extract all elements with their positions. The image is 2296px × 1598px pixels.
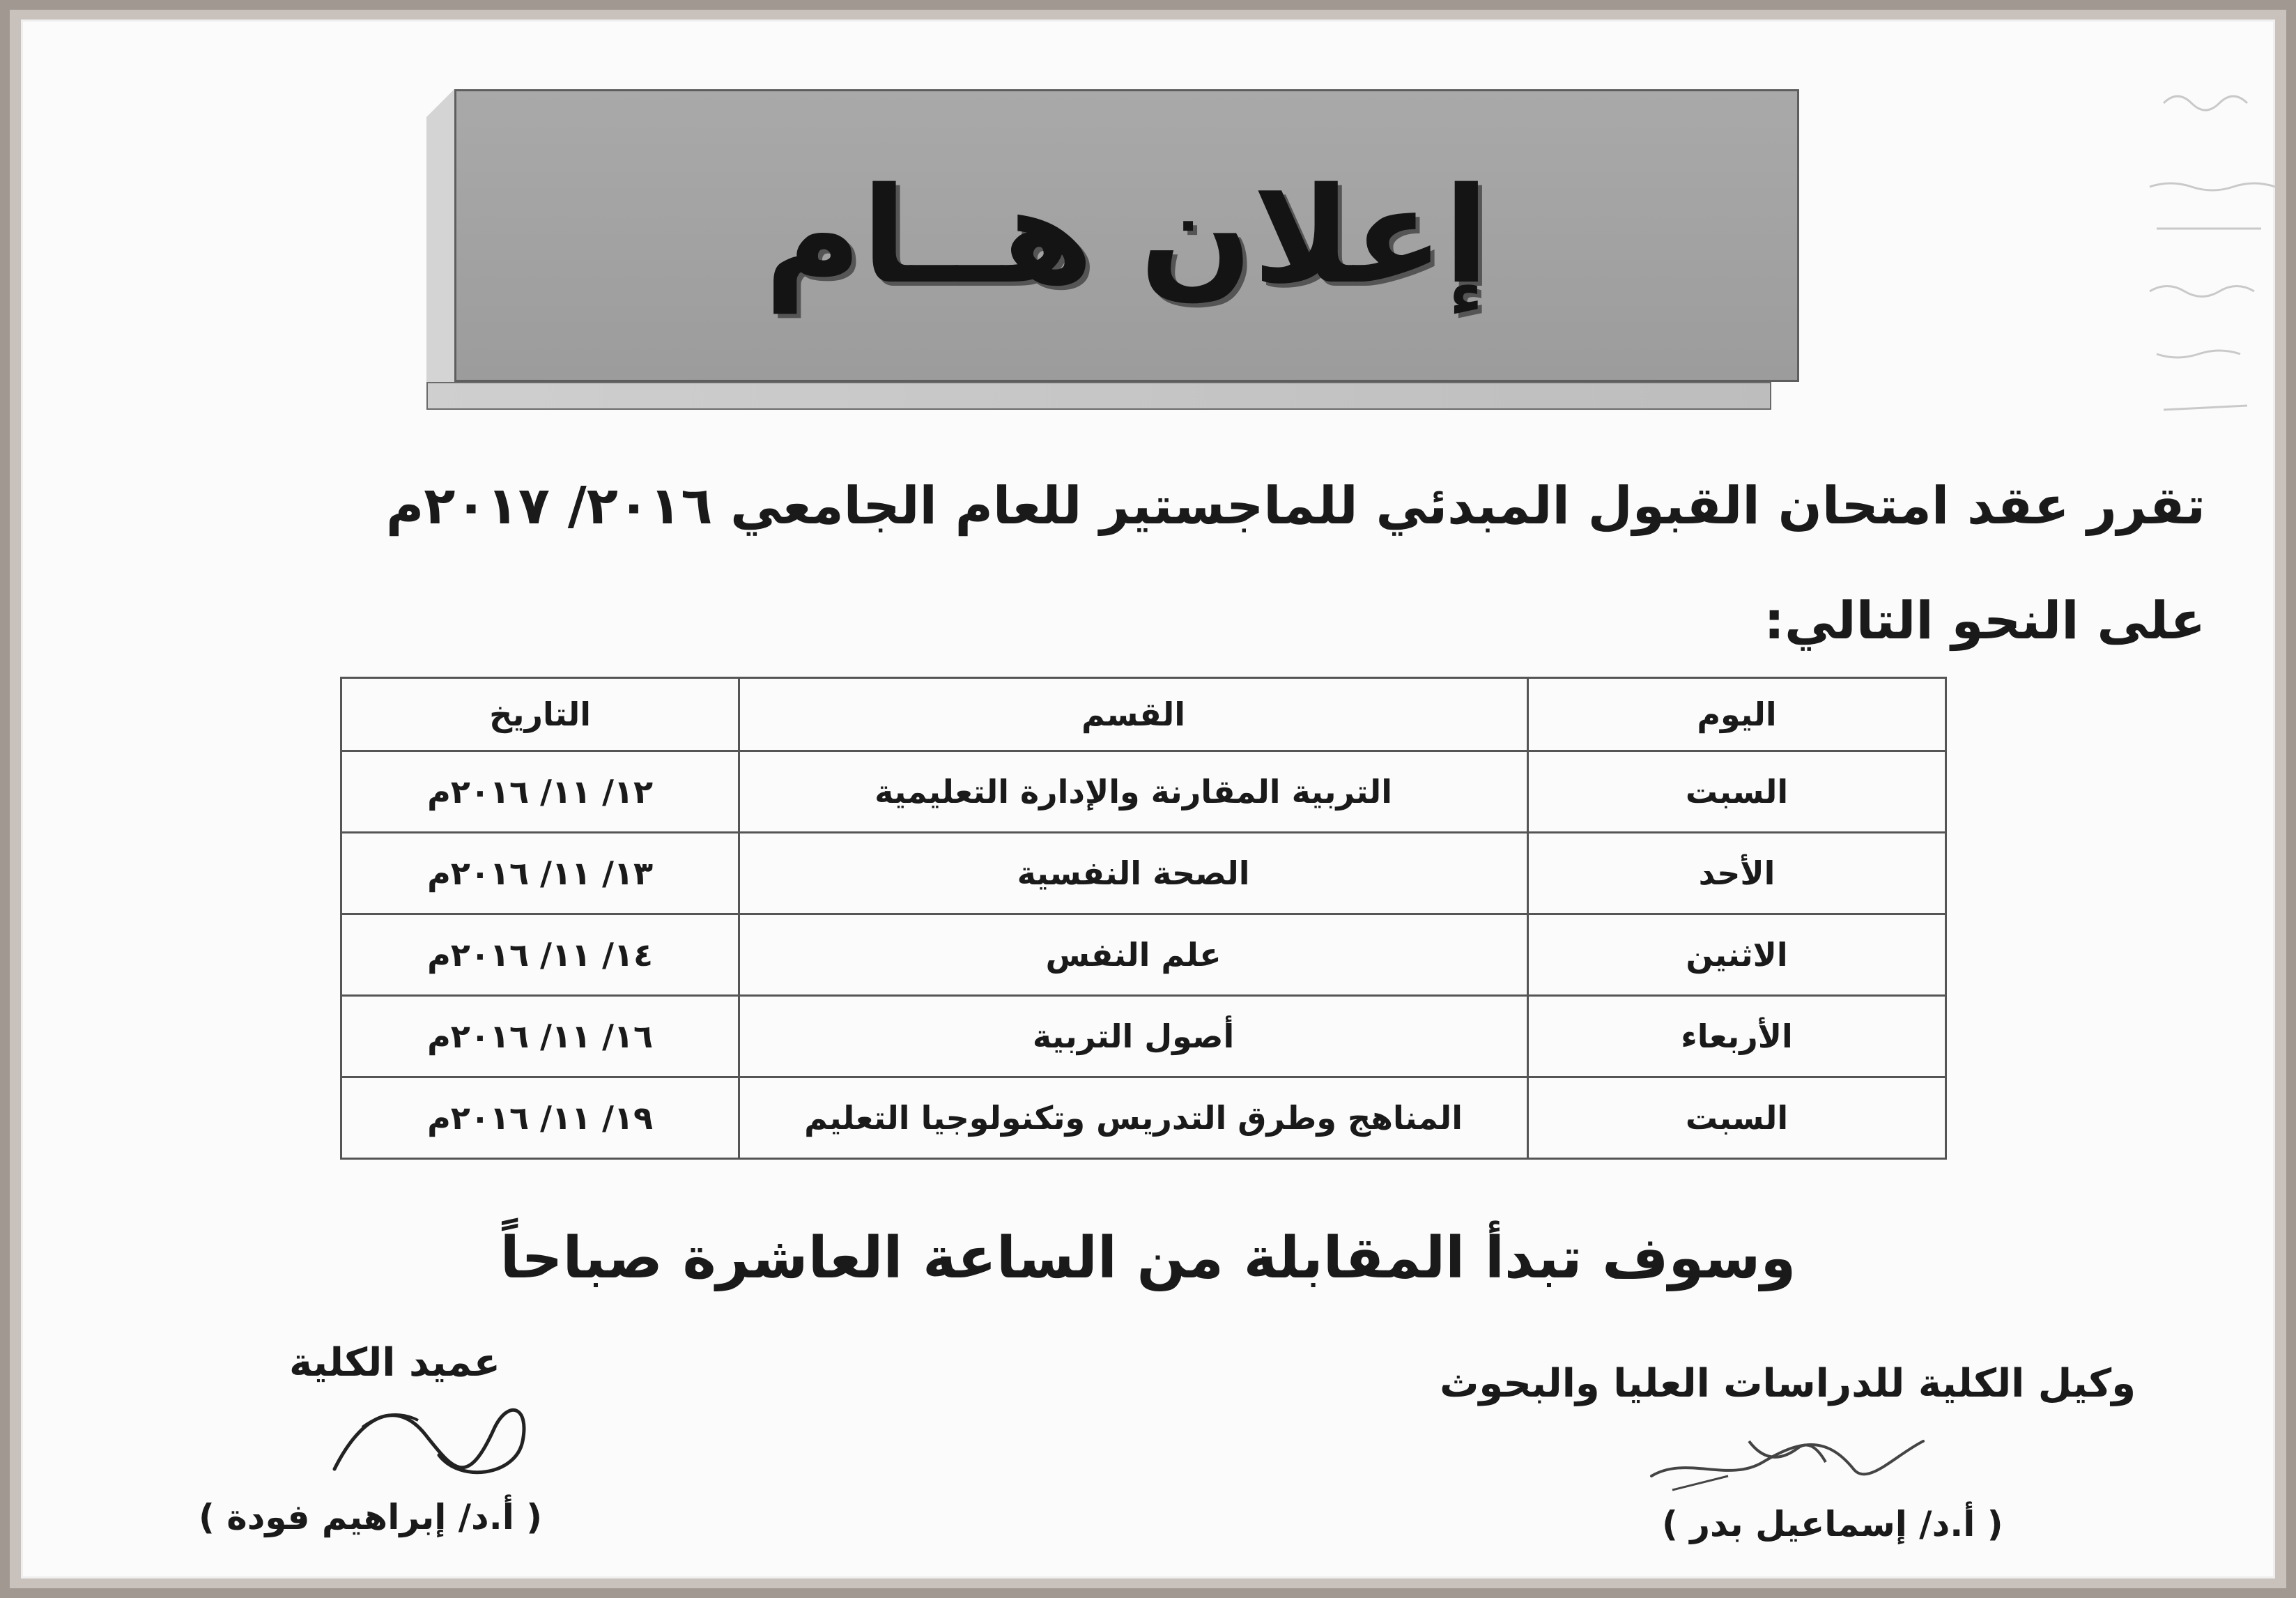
table-row bbox=[341, 833, 1946, 914]
announcement-banner bbox=[426, 89, 1799, 410]
cell-date: ١٢/ ١١/ ٢٠١٦م bbox=[341, 751, 739, 833]
banner-title: إعلان هــام bbox=[764, 158, 1489, 313]
cell-department: الصحة النفسية bbox=[739, 833, 1528, 914]
table-row bbox=[341, 914, 1946, 996]
table-row bbox=[341, 751, 1946, 833]
intro-line: تقرر عقد امتحان القبول المبدئي للماجستير للعام الجامعي ٢٠١٦/ ٢٠١٧م bbox=[386, 476, 2205, 536]
cell-day: الأحد bbox=[1528, 833, 1946, 914]
cell-department: التربية المقارنة والإدارة التعليمية bbox=[739, 751, 1528, 833]
cell-day: السبت bbox=[1528, 1077, 1946, 1159]
schedule-table bbox=[340, 677, 1947, 1160]
header-date: التاريخ bbox=[341, 678, 739, 751]
sub-line: على النحو التالي: bbox=[1764, 591, 2205, 651]
dean-name: ( أ.د/ إبراهيم فودة ) bbox=[199, 1497, 543, 1537]
cell-day: السبت bbox=[1528, 751, 1946, 833]
header-department: القسم bbox=[739, 678, 1528, 751]
table-row bbox=[341, 1077, 1946, 1159]
cell-date: ١٤/ ١١/ ٢٠١٦م bbox=[341, 914, 739, 996]
dean-title: عميد الكلية bbox=[289, 1340, 500, 1385]
cell-department: علم النفس bbox=[739, 914, 1528, 996]
table-header-row bbox=[341, 678, 1946, 751]
vice-dean-title: وكيل الكلية للدراسات العليا والبحوث bbox=[1440, 1361, 2136, 1406]
cell-date: ١٣/ ١١/ ٢٠١٦م bbox=[341, 833, 739, 914]
vice-dean-name: ( أ.د/ إسماعيل بدر ) bbox=[1662, 1504, 2003, 1544]
table-row bbox=[341, 996, 1946, 1077]
cell-department: أصول التربية bbox=[739, 996, 1528, 1077]
vice-dean-signature bbox=[1644, 1413, 1937, 1504]
cell-day: الاثنين bbox=[1528, 914, 1946, 996]
document-page bbox=[21, 20, 2275, 1578]
header-day: اليوم bbox=[1528, 678, 1946, 751]
cell-day: الأربعاء bbox=[1528, 996, 1946, 1077]
margin-scribble bbox=[2143, 61, 2275, 424]
cell-department: المناهج وطرق التدريس وتكنولوجيا التعليم bbox=[739, 1077, 1528, 1159]
cell-date: ١٩/ ١١/ ٢٠١٦م bbox=[341, 1077, 739, 1159]
dean-signature bbox=[321, 1385, 544, 1497]
closing-line: وسوف تبدأ المقابلة من الساعة العاشرة صباحاً bbox=[500, 1225, 1796, 1291]
cell-date: ١٦/ ١١/ ٢٠١٦م bbox=[341, 996, 739, 1077]
